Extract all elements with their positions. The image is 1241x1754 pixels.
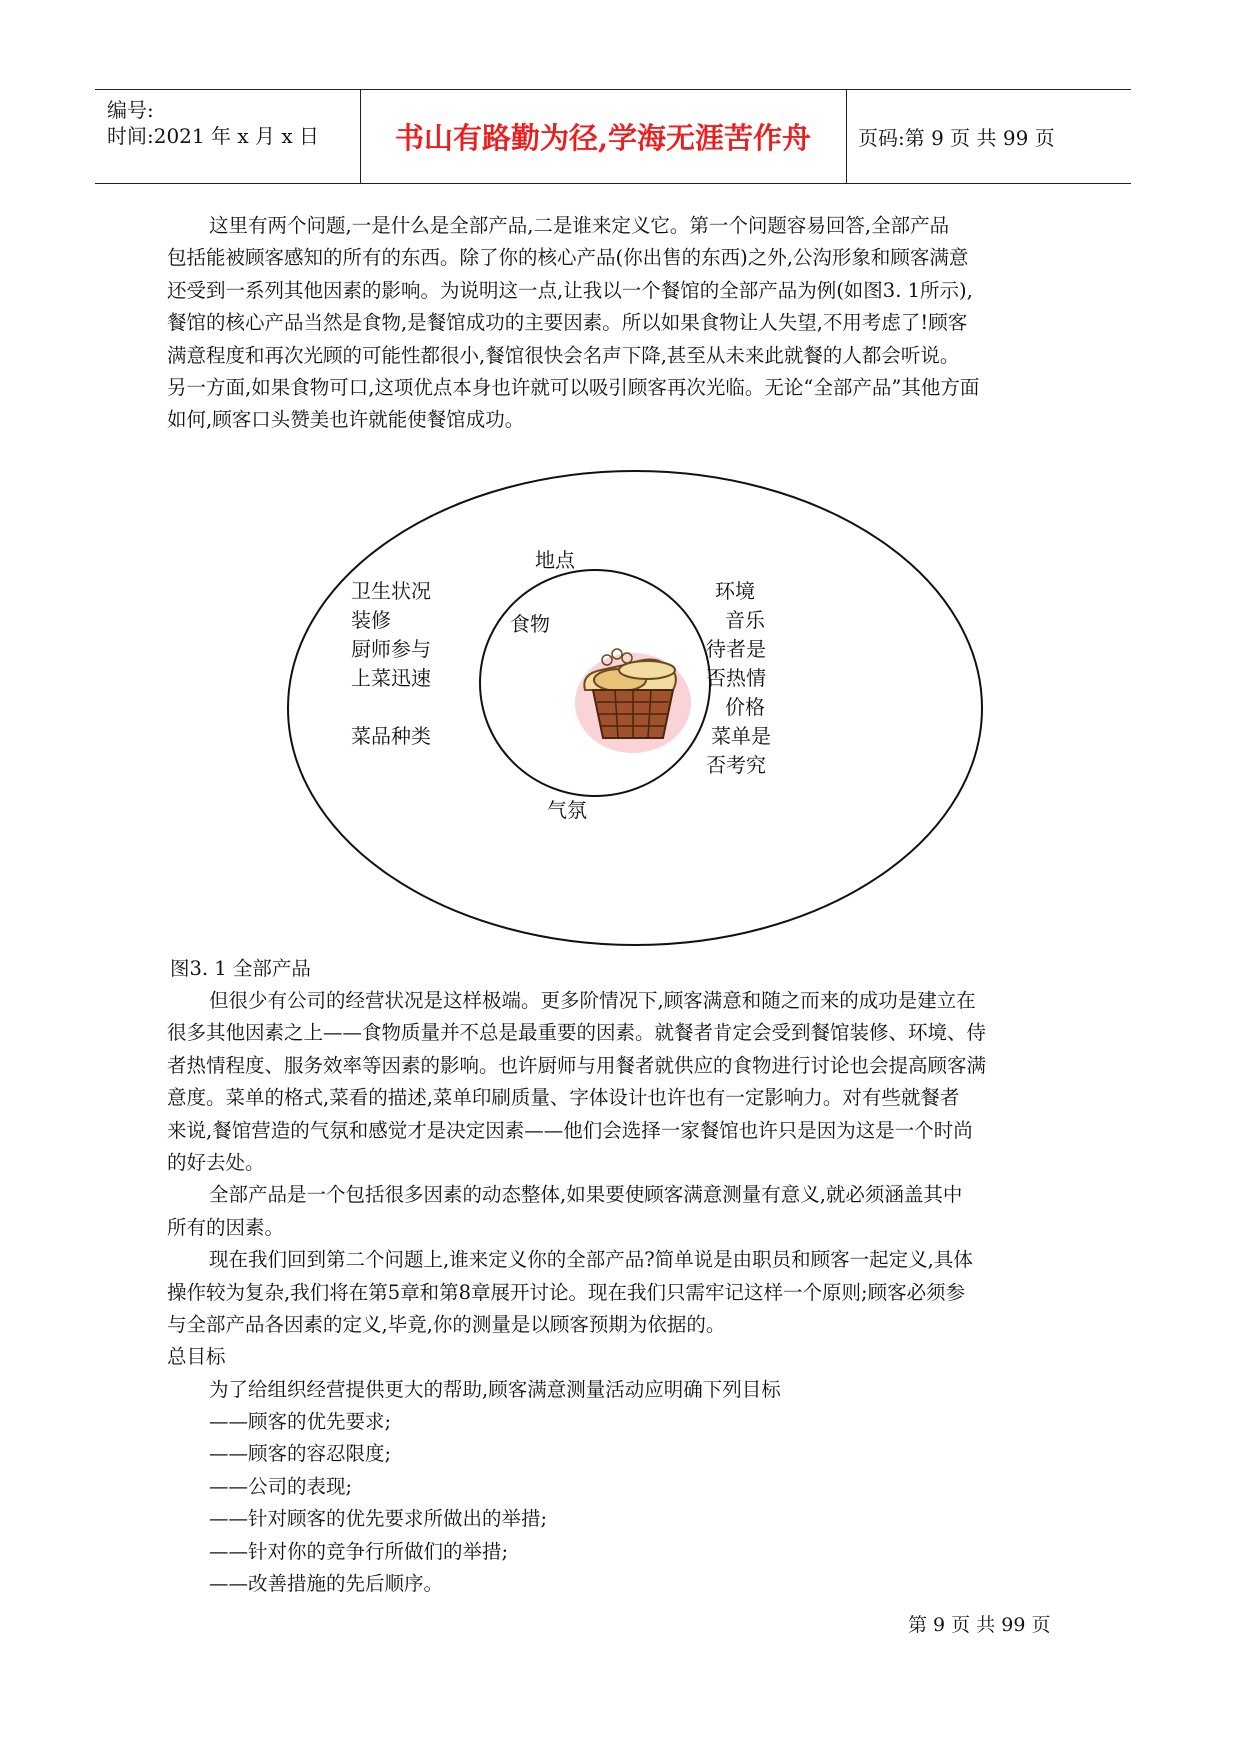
page-info: 页码:第 9 页 共 99 页	[858, 126, 1055, 150]
label-music: 音乐	[725, 608, 765, 632]
text-line: 但很少有公司的经营状况是这样极端。更多阶情况下,顾客满意和随之而来的成功是建立在	[209, 989, 976, 1012]
label-waiter-line1: 待者是	[706, 637, 766, 661]
list-item: ——改善措施的先后顺序。	[209, 1572, 444, 1596]
text-line: 如何,顾客口头赞美也许就能使餐馆成功。	[167, 408, 525, 432]
bread-basket-icon	[575, 649, 691, 753]
text-line: 餐馆的核心产品当然是食物,是餐馆成功的主要因素。所以如果食物让人失望,不用考虑了!顾客	[167, 311, 968, 335]
section-heading: 总目标	[167, 1345, 226, 1369]
text-line: 操作较为复杂,我们将在第5章和第8章展开讨论。现在我们只需牢记这样一个原则;顾客必须参	[167, 1280, 966, 1304]
figure-caption-block	[170, 953, 1070, 985]
text-line: 所有的因素。	[167, 1215, 285, 1239]
text-line: 满意程度和再次光顾的可能性都很小,餐馆很快会名声下降,甚至从未来此就餐的人都会听说。	[167, 343, 960, 367]
label-chef-participation: 厨师参与	[351, 637, 431, 661]
text-line: 全部产品是一个包括很多因素的动态整体,如果要使顾客满意测量有意义,就必须涵盖其中	[209, 1183, 963, 1207]
text-line: 这里有两个问题,一是什么是全部产品,二是谁来定义它。第一个问题容易回答,全部产品	[209, 214, 950, 237]
list-item: ——顾客的容忍限度;	[209, 1442, 392, 1466]
text-line: 来说,餐馆营造的气氛和感觉才是决定因素——他们会选择一家餐馆也许只是因为这是一个时尚	[167, 1118, 973, 1142]
text-line: 现在我们回到第二个问题上,谁来定义你的全部产品?简单说是由职员和顾客一起定义,具体	[209, 1248, 973, 1272]
text-line: 包括能被顾客感知的所有的东西。除了你的核心产品(你出售的东西)之外,公沟形象和顾客满意	[167, 246, 969, 270]
figure-caption: 图3. 1 全部产品	[170, 957, 311, 980]
motto: 书山有路勤为径,学海无涯苦作舟	[394, 121, 812, 155]
label-environment: 环境	[715, 579, 755, 603]
page-footer: 第 9 页 共 99 页	[908, 1614, 1051, 1636]
label-food: 食物	[510, 612, 550, 636]
label-menu-line1: 菜单是	[711, 724, 771, 748]
label-waiter-line2: 否热情	[706, 666, 766, 690]
label-atmosphere: 气氛	[547, 798, 587, 822]
body-text	[167, 985, 1067, 1600]
text-line: 为了给组织经营提供更大的帮助,顾客满意测量活动应明确下列目标	[209, 1377, 781, 1401]
diagram-shapes	[285, 468, 985, 948]
header-meta-cell	[95, 90, 361, 183]
serial-label: 编号:	[107, 98, 154, 122]
text-line: 者热情程度、服务效率等因素的影响。也许厨师与用餐者就供应的食物进行讨论也会提高顾客满	[167, 1053, 987, 1077]
label-price: 价格	[725, 695, 765, 719]
list-item: ——顾客的优先要求;	[209, 1410, 392, 1434]
text-line: 意度。菜单的格式,菜看的描述,菜单印刷质量、字体设计也许也有一定影响力。对有些就餐者	[167, 1086, 960, 1110]
label-location: 地点	[535, 548, 575, 572]
intro-paragraph	[167, 210, 1067, 437]
label-decoration: 装修	[351, 608, 391, 632]
date-line: 时间:2021 年 x 月 x 日	[107, 124, 319, 148]
header-motto-cell	[360, 90, 847, 183]
header-page-cell	[846, 90, 1131, 183]
list-item: ——公司的表现;	[209, 1474, 353, 1498]
page-header	[95, 89, 1131, 184]
text-line: 与全部产品各因素的定义,毕竟,你的测量是以顾客预期为依据的。	[167, 1312, 726, 1336]
label-menu-line2: 否考究	[706, 753, 766, 777]
text-line: 的好去处。	[167, 1150, 265, 1174]
text-line: 另一方面,如果食物可口,这项优点本身也许就可以吸引顾客再次光临。无论“全部产品”其他方面	[167, 375, 980, 399]
list-item: ——针对你的竞争行所做们的举措;	[209, 1539, 509, 1563]
label-dish-variety: 菜品种类	[351, 724, 431, 748]
text-line: 很多其他因素之上——食物质量并不总是最重要的因素。就餐者肯定会受到餐馆装修、环境、侍	[167, 1021, 987, 1045]
total-product-diagram	[285, 468, 985, 948]
label-serving-speed: 上菜迅速	[351, 666, 431, 690]
label-hygiene: 卫生状况	[351, 579, 431, 603]
list-item: ——针对顾客的优先要求所做出的举措;	[209, 1507, 548, 1531]
text-line: 还受到一系列其他因素的影响。为说明这一点,让我以一个餐馆的全部产品为例(如图3. 1所示),	[167, 278, 973, 302]
